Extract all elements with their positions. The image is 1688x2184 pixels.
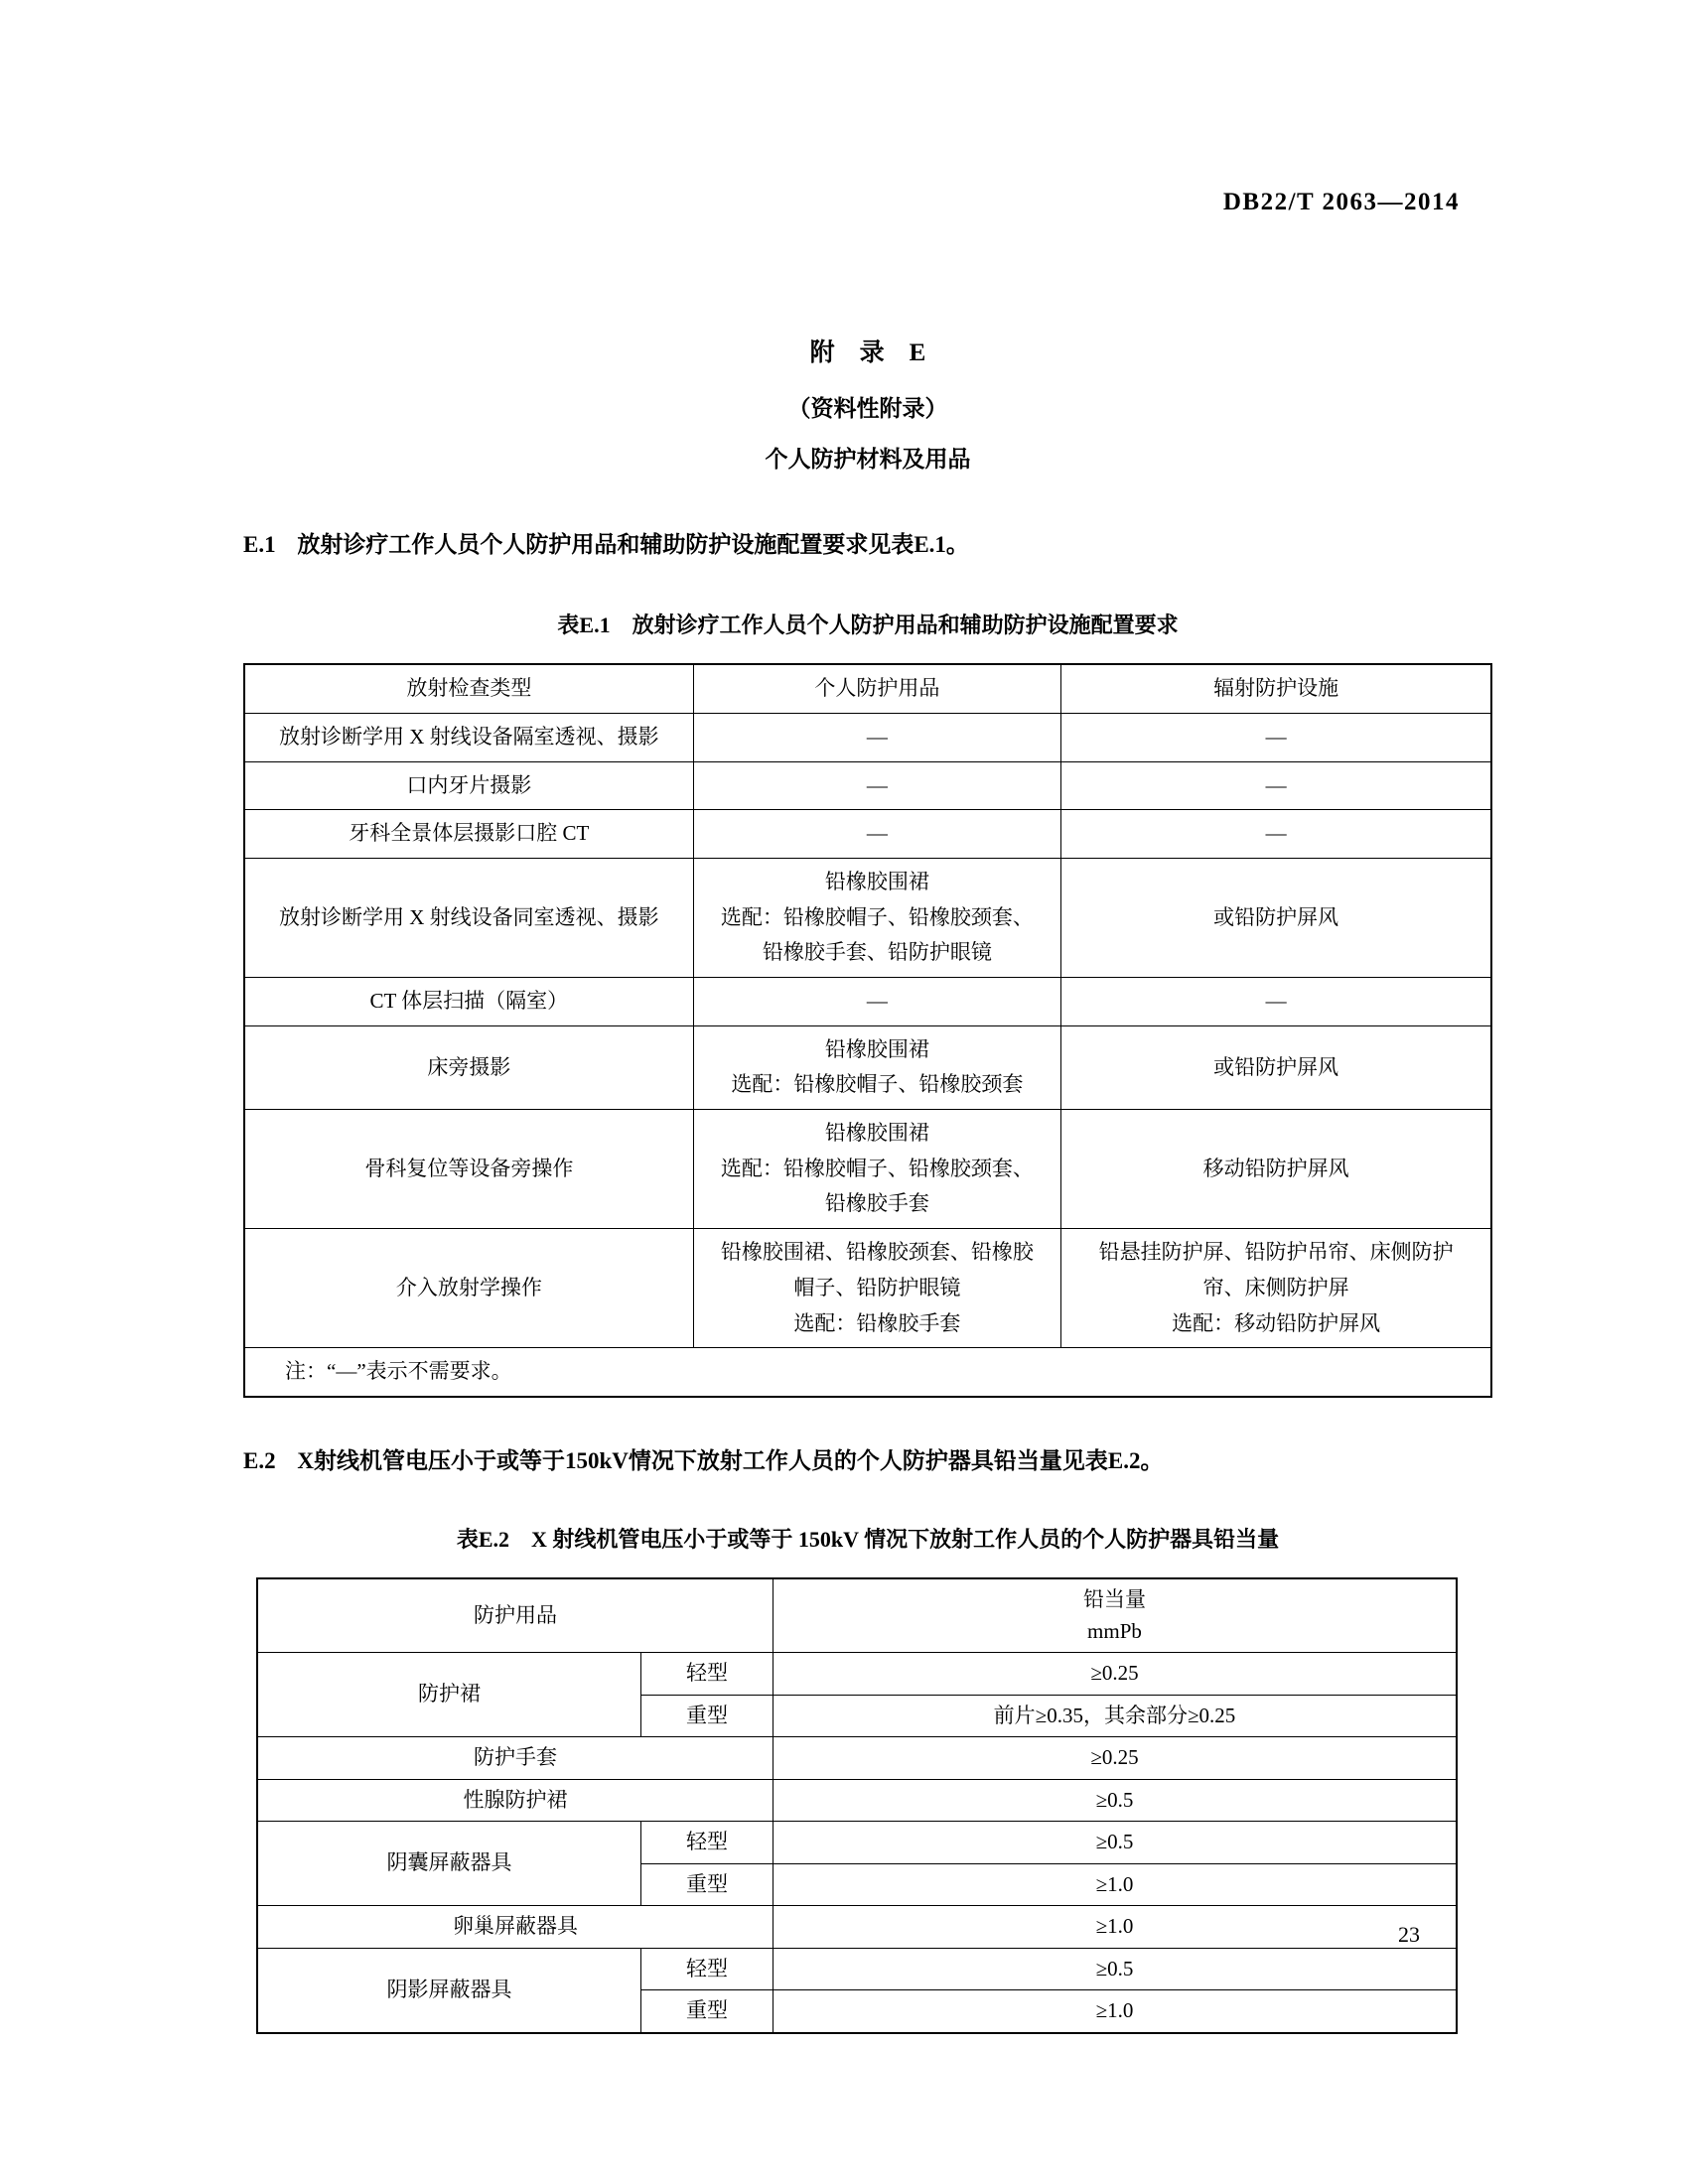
- clause-e1-text: 放射诊疗工作人员个人防护用品和辅助防护设施配置要求见表E.1。: [297, 532, 969, 557]
- cell-item: 性腺防护裙: [257, 1779, 773, 1822]
- cell-facility: —: [1061, 810, 1491, 859]
- table-e2-header-row: [257, 1578, 1457, 1653]
- cell-exam-type: 牙科全景体层摄影口腔 CT: [244, 810, 693, 859]
- table-row: [244, 1025, 1491, 1109]
- cell-facility: 移动铅防护屏风: [1061, 1110, 1491, 1229]
- cell-facility: —: [1061, 713, 1491, 761]
- clause-e2-number: E.2: [243, 1447, 276, 1473]
- cell-ppe: —: [693, 978, 1061, 1026]
- column-header-exam-type: 放射检查类型: [244, 664, 693, 713]
- cell-line: 铅橡胶围裙、铅橡胶颈套、铅橡胶: [720, 1240, 1034, 1265]
- cell-exam-type: 床旁摄影: [244, 1025, 693, 1109]
- table-row: [244, 810, 1491, 859]
- cell-line: 铅当量: [1082, 1587, 1146, 1612]
- table-row: [257, 1906, 1457, 1949]
- cell-line: 铅橡胶手套、铅防护眼镜: [762, 940, 992, 965]
- cell-item: 阴囊屏蔽器具: [257, 1822, 641, 1906]
- cell-line: mmPb: [1087, 1618, 1142, 1643]
- cell-line: 铅橡胶围裙: [824, 1121, 929, 1146]
- column-header-item: 防护用品: [257, 1578, 773, 1653]
- page-content: [243, 333, 1492, 2034]
- cell-exam-type: 介入放射学操作: [244, 1229, 693, 1348]
- table-row: [244, 1110, 1491, 1229]
- cell-item: 防护裙: [257, 1653, 641, 1737]
- cell-facility: [1061, 1229, 1491, 1348]
- cell-value: ≥0.25: [773, 1653, 1457, 1696]
- table-row: [257, 1653, 1457, 1696]
- standard-code: DB22/T 2063—2014: [1222, 189, 1460, 215]
- cell-item: 防护手套: [257, 1737, 773, 1780]
- appendix-type-label: （资料性附录）: [787, 396, 948, 421]
- table-row: [257, 1737, 1457, 1780]
- cell-item: 阴影屏蔽器具: [257, 1948, 641, 2033]
- cell-value: ≥1.0: [773, 1863, 1457, 1906]
- table-row: [244, 858, 1491, 977]
- column-header-facility: 辐射防护设施: [1061, 664, 1491, 713]
- cell-exam-type: 骨科复位等设备旁操作: [244, 1110, 693, 1229]
- cell-line: 帘、床侧防护屏: [1202, 1275, 1349, 1299]
- cell-line: 选配：铅橡胶帽子、铅橡胶颈套: [731, 1072, 1024, 1097]
- cell-value: ≥0.25: [773, 1737, 1457, 1780]
- cell-line: 铅悬挂防护屏、铅防护吊帘、床侧防护: [1098, 1240, 1454, 1265]
- table-row: [244, 713, 1491, 761]
- cell-ppe: [693, 1110, 1061, 1229]
- column-header-ppe: 个人防护用品: [693, 664, 1061, 713]
- clause-e2: [243, 1445, 1492, 1477]
- table-row: [257, 1948, 1457, 1990]
- cell-line: 铅橡胶围裙: [824, 869, 929, 893]
- cell-line: 选配：铅橡胶手套: [793, 1310, 961, 1335]
- cell-ppe: —: [693, 761, 1061, 810]
- clause-e1-number: E.1: [243, 532, 276, 557]
- cell-value: 前片≥0.35，其余部分≥0.25: [773, 1695, 1457, 1737]
- cell-value: ≥1.0: [773, 1990, 1457, 2033]
- cell-ppe: —: [693, 810, 1061, 859]
- table-note: 注：“—”表示不需要求。: [244, 1348, 1491, 1397]
- cell-variant: 重型: [641, 1863, 774, 1906]
- cell-line: 选配：铅橡胶帽子、铅橡胶颈套、: [720, 1156, 1034, 1180]
- cell-line: 选配：铅橡胶帽子、铅橡胶颈套、: [720, 904, 1034, 929]
- clause-e1: [243, 529, 1492, 561]
- page-number: 23: [1398, 1922, 1420, 1947]
- cell-facility: —: [1061, 761, 1491, 810]
- cell-ppe: [693, 1025, 1061, 1109]
- cell-value: ≥1.0: [773, 1906, 1457, 1949]
- column-header-lead-equivalent: [773, 1578, 1457, 1653]
- appendix-title: 附 录 E: [809, 340, 926, 366]
- cell-variant: 重型: [641, 1695, 774, 1737]
- cell-ppe: [693, 858, 1061, 977]
- clause-e2-text: X射线机管电压小于或等于150kV情况下放射工作人员的个人防护器具铅当量见表E.2。: [297, 1447, 1164, 1473]
- table-e2-caption: 表E.2 X 射线机管电压小于或等于 150kV 情况下放射工作人员的个人防护器具铅当量: [456, 1527, 1280, 1553]
- table-row: [244, 761, 1491, 810]
- table-row: [244, 1229, 1491, 1348]
- cell-exam-type: 口内牙片摄影: [244, 761, 693, 810]
- cell-variant: 轻型: [641, 1948, 774, 1990]
- cell-exam-type: 放射诊断学用 X 射线设备同室透视、摄影: [244, 858, 693, 977]
- cell-item: 卵巢屏蔽器具: [257, 1906, 773, 1949]
- table-row: [257, 1779, 1457, 1822]
- table-note-row: [244, 1348, 1491, 1397]
- cell-facility: 或铅防护屏风: [1061, 858, 1491, 977]
- table-row: [244, 978, 1491, 1026]
- table-e1: [243, 663, 1492, 1398]
- table-e2: [256, 1577, 1458, 2034]
- cell-variant: 轻型: [641, 1822, 774, 1864]
- cell-value: ≥0.5: [773, 1779, 1457, 1822]
- table-e1-header-row: [244, 664, 1491, 713]
- cell-line: 选配：移动铅防护屏风: [1172, 1310, 1381, 1335]
- cell-variant: 轻型: [641, 1653, 774, 1696]
- table-e1-caption: 表E.1 放射诊疗工作人员个人防护用品和辅助防护设施配置要求: [557, 613, 1179, 638]
- cell-facility: —: [1061, 978, 1491, 1026]
- cell-variant: 重型: [641, 1990, 774, 2033]
- table-row: [257, 1822, 1457, 1864]
- appendix-subject: 个人防护材料及用品: [765, 447, 971, 472]
- cell-value: ≥0.5: [773, 1948, 1457, 1990]
- cell-exam-type: CT 体层扫描（隔室）: [244, 978, 693, 1026]
- cell-line: 铅橡胶手套: [824, 1191, 929, 1216]
- cell-value: ≥0.5: [773, 1822, 1457, 1864]
- cell-line: 铅橡胶围裙: [824, 1036, 929, 1061]
- cell-facility: 或铅防护屏风: [1061, 1025, 1491, 1109]
- cell-ppe: [693, 1229, 1061, 1348]
- cell-ppe: —: [693, 713, 1061, 761]
- cell-exam-type: 放射诊断学用 X 射线设备隔室透视、摄影: [244, 713, 693, 761]
- cell-line: 帽子、铅防护眼镜: [793, 1275, 961, 1299]
